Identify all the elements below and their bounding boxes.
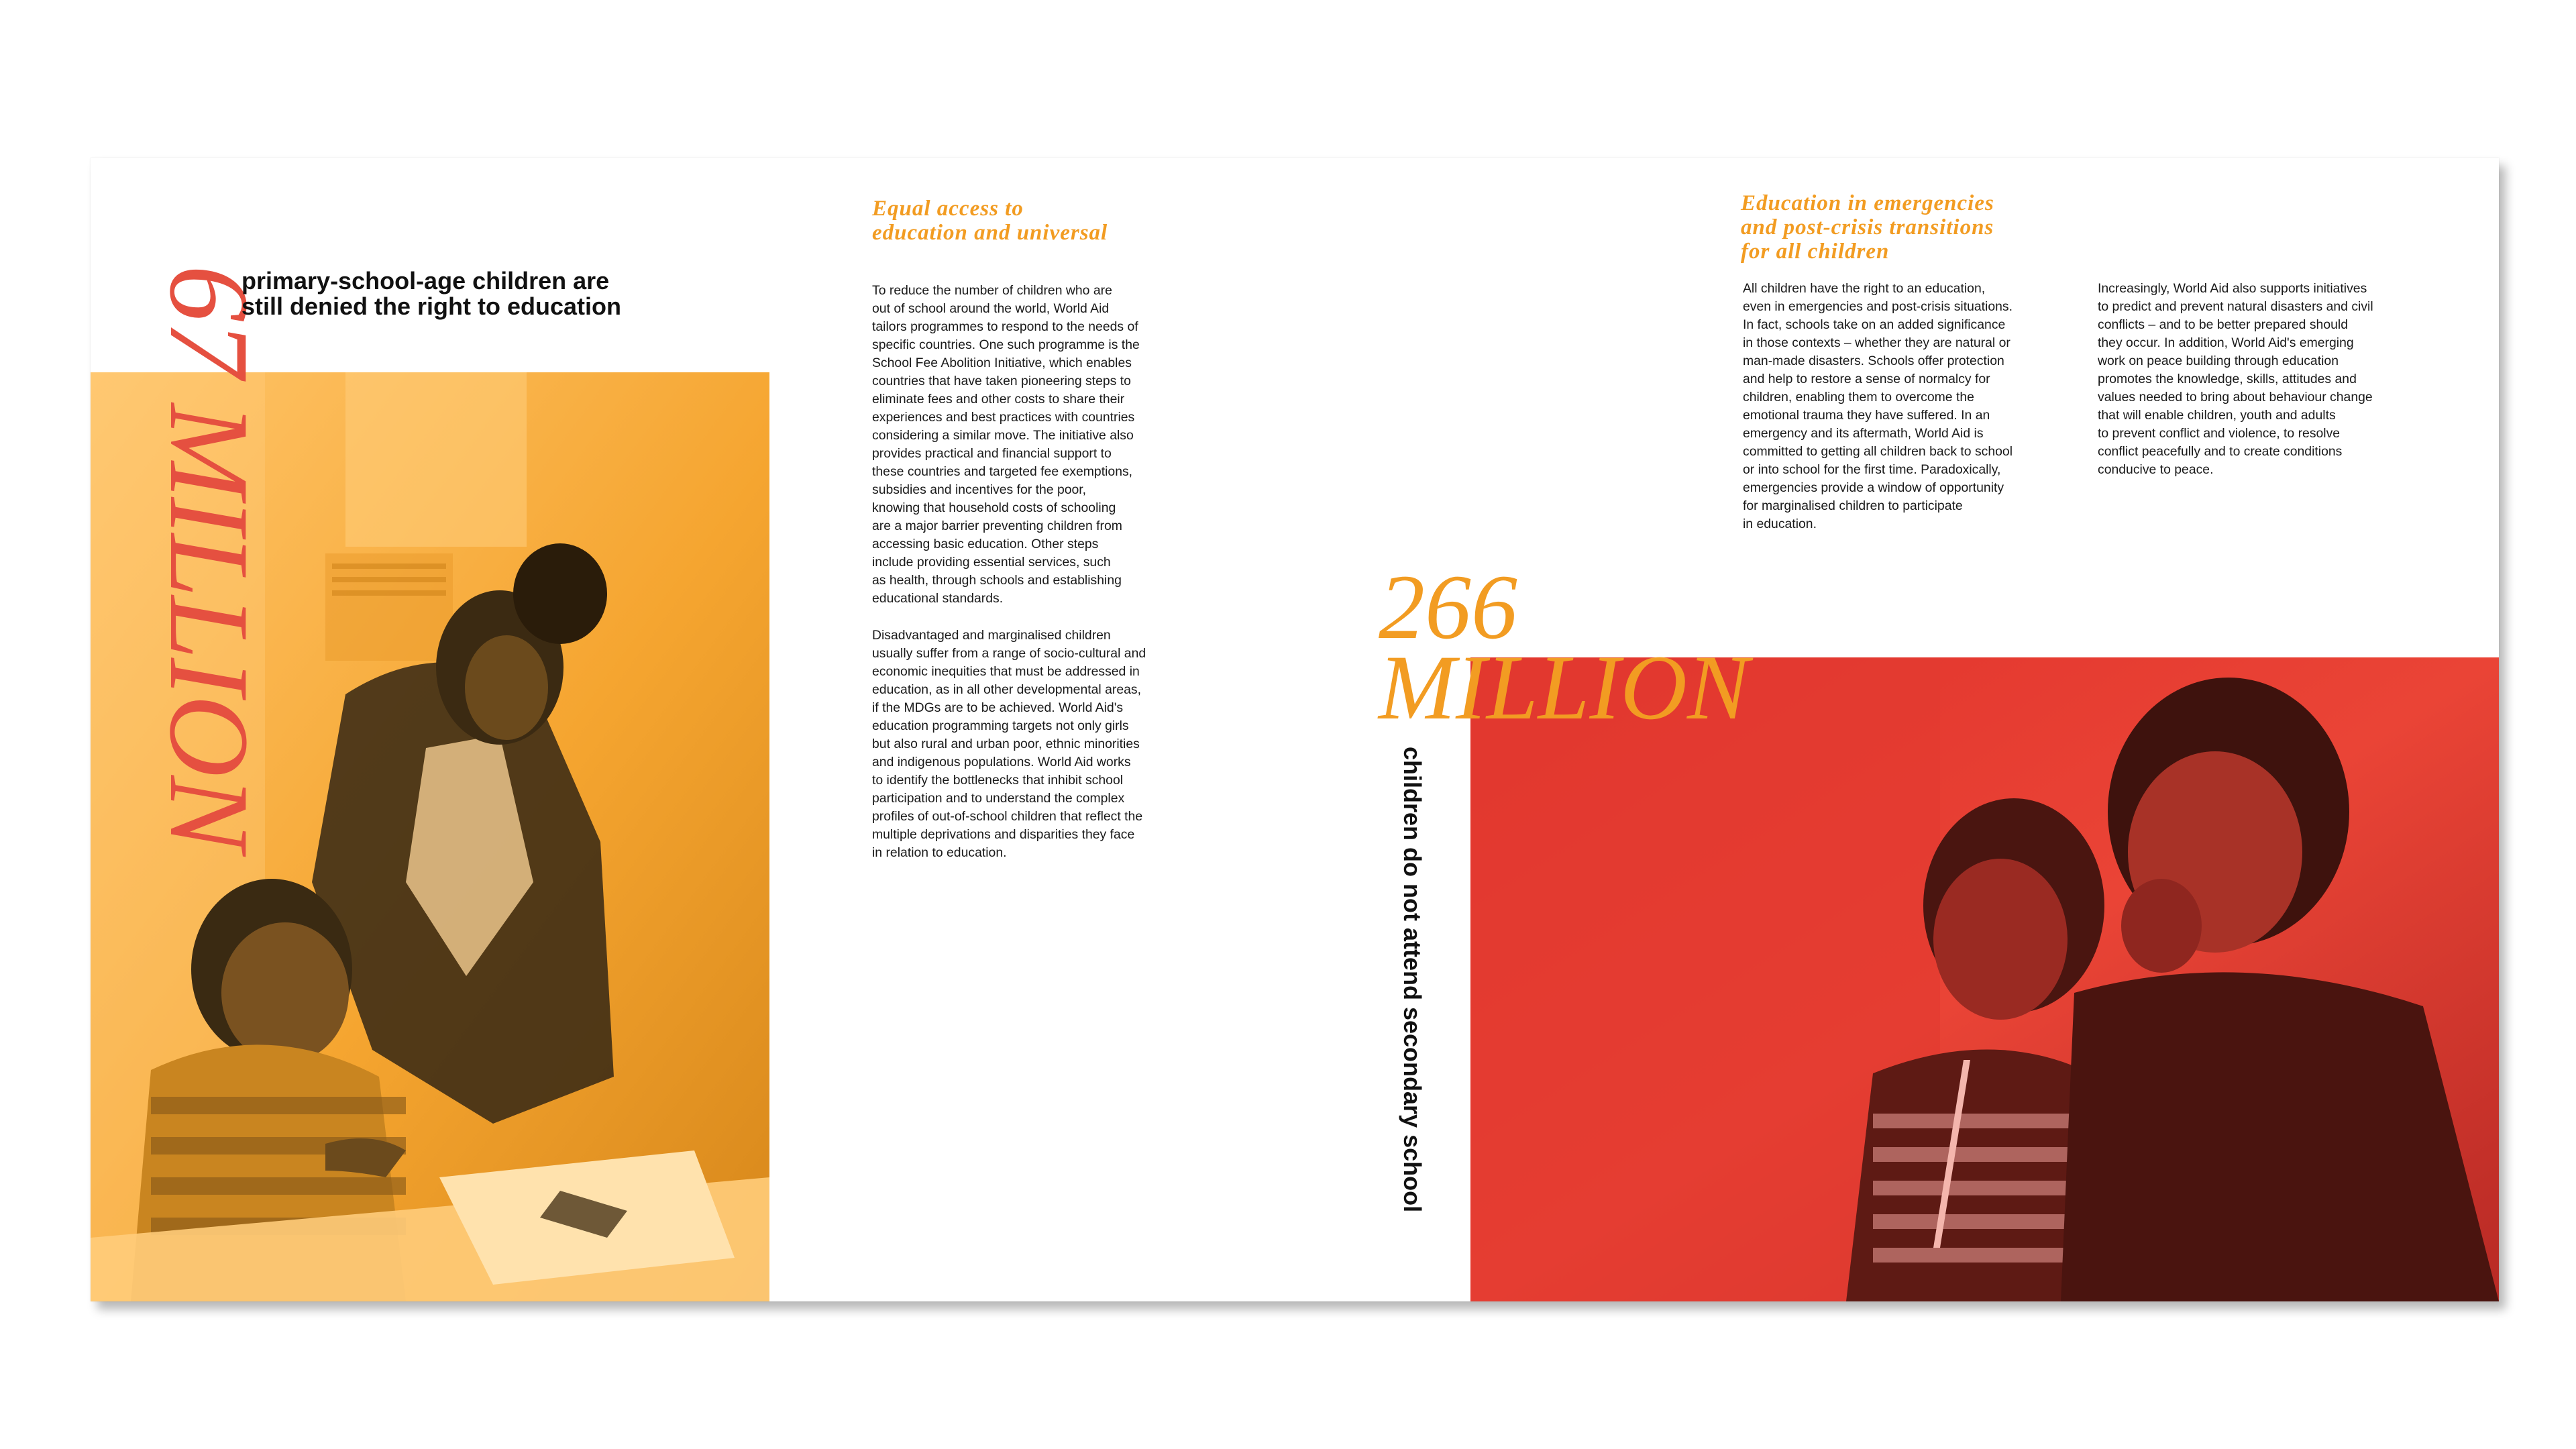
text-line: emotional trauma they have suffered. In an [1743,408,1990,423]
text-line: School Fee Abolition Initiative, which enables [872,356,1132,370]
text-line: to predict and prevent natural disasters and civil [2098,299,2373,314]
body-text-column-1 [872,282,1208,881]
text-line: that will enable children, youth and adults [2098,408,2336,423]
figure-number: 266 [1379,555,1517,658]
heading-line: and post-crisis transitions [1741,215,1994,239]
text-line: work on peace building through education [2098,354,2339,368]
text-line: or into school for the first time. Paradoxically, [1743,462,2001,477]
266-million-figure [1379,555,1750,739]
text-line: conducive to peace. [2098,462,2214,477]
paragraph [1743,280,2085,533]
text-line: accessing basic education. Other steps [872,537,1099,551]
right-caption: children do not attend secondary school [1399,747,1426,1213]
text-line: and indigenous populations. World Aid works [872,755,1131,769]
text-line: to identify the bottlenecks that inhibit school [872,773,1124,788]
text-line: provides practical and financial support to [872,446,1112,461]
text-line: To reduce the number of children who are [872,283,1112,298]
brochure-spread [91,158,2499,1301]
text-line: Increasingly, World Aid also supports initiatives [2098,281,2367,296]
text-line: promotes the knowledge, skills, attitudes and [2098,372,2357,386]
paragraph [2098,280,2447,479]
text-line: values needed to bring about behaviour change [2098,390,2373,405]
heading-line: Equal access to [872,197,1024,221]
text-line: Disadvantaged and marginalised children [872,628,1111,643]
paragraph [872,627,1208,862]
text-line: in those contexts – whether they are natural or [1743,335,2010,350]
text-line: conflicts – and to be better prepared should [2098,317,2348,332]
text-line: but also rural and urban poor, ethnic minorities [872,737,1140,751]
text-line: even in emergencies and post-crisis situations. [1743,299,2013,314]
text-line: considering a similar move. The initiative also [872,428,1134,443]
67-million-figure: 67 MILLION [146,265,272,851]
heading-line: for all children [1741,239,1890,264]
text-line: these countries and targeted fee exemptions, [872,464,1133,479]
section-heading-emergencies [1741,191,2277,264]
text-line: education, as in all other developmental areas, [872,682,1141,697]
body-text-column-3 [2098,280,2447,498]
text-line: multiple deprivations and disparities they face [872,827,1135,842]
text-line: include providing essential services, such [872,555,1111,570]
text-line: for marginalised children to participate [1743,498,1963,513]
text-line: committed to getting all children back to school [1743,444,2013,459]
text-line: to prevent conflict and violence, to resolve [2098,426,2341,441]
section-heading-equal-access [872,197,1342,245]
text-line: educational standards. [872,591,1004,606]
caption-line: still denied the right to education [241,292,622,320]
text-line: and help to restore a sense of normalcy for [1743,372,1990,386]
text-line: are a major barrier preventing children from [872,519,1122,533]
heading-line: Education in emergencies [1741,191,1994,215]
text-line: children, enabling them to overcome the [1743,390,1974,405]
text-line: in relation to education. [872,845,1007,860]
text-line: experiences and best practices with countries [872,410,1135,425]
text-line: emergency and its aftermath, World Aid is [1743,426,1984,441]
body-text-column-2 [1743,280,2085,552]
text-line: In fact, schools take on an added significance [1743,317,2006,332]
text-line: subsidies and incentives for the poor, [872,482,1087,497]
text-line: if the MDGs are to be achieved. World Aid's [872,700,1124,715]
text-line: out of school around the world, World Aid [872,301,1110,316]
paragraph [872,282,1208,608]
text-line: countries that have taken pioneering steps to [872,374,1131,388]
caption-line: primary-school-age children are [241,267,610,294]
text-line: All children have the right to an education, [1743,281,1986,296]
text-line: they occur. In addition, World Aid's emerging [2098,335,2354,350]
text-line: specific countries. One such programme is the [872,337,1140,352]
two-girls-photo [1470,657,2499,1301]
text-line: emergencies provide a window of opportunity [1743,480,2004,495]
text-line: as health, through schools and establishing [872,573,1122,588]
text-line: knowing that household costs of schooling [872,500,1116,515]
text-line: tailors programmes to respond to the needs of [872,319,1138,334]
text-line: economic inequities that must be addressed in [872,664,1140,679]
text-line: man-made disasters. Schools offer protection [1743,354,2004,368]
left-caption [241,268,724,319]
text-line: eliminate fees and other costs to share their [872,392,1125,407]
text-line: participation and to understand the complex [872,791,1125,806]
text-line: in education. [1743,517,1817,531]
heading-line: education and universal [872,221,1108,245]
text-line: education programming targets not only girls [872,718,1129,733]
figure-unit: MILLION [1379,636,1750,739]
text-line: conflict peacefully and to create conditions [2098,444,2343,459]
text-line: usually suffer from a range of socio-cultural and [872,646,1146,661]
text-line: profiles of out-of-school children that reflect the [872,809,1143,824]
